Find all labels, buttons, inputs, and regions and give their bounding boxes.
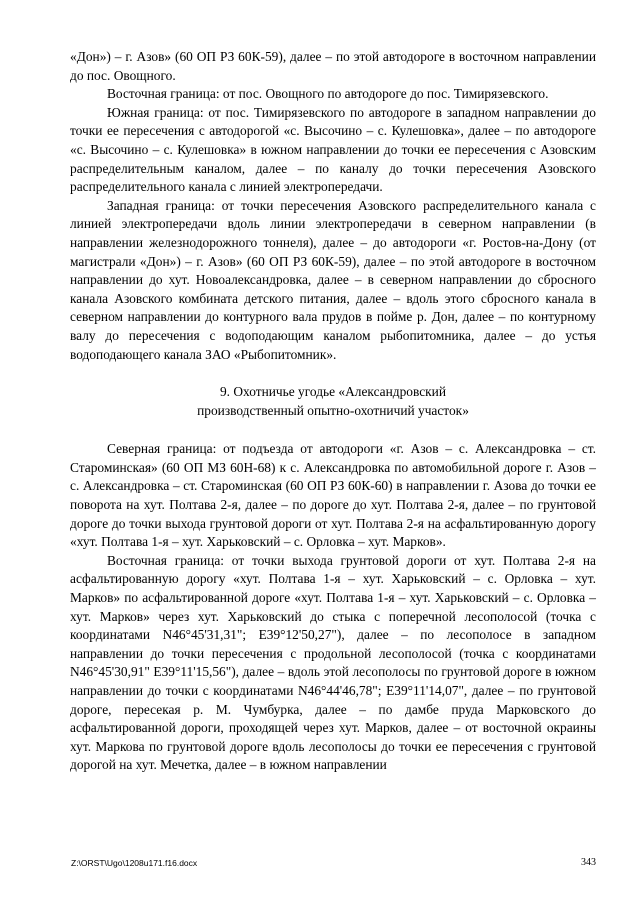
section-heading-line-1: 9. Охотничье угодье «Александровский bbox=[219, 384, 447, 400]
footer-page-number: 343 bbox=[581, 857, 596, 868]
section-heading bbox=[70, 383, 596, 420]
paragraph-south-border: Южная граница: от пос. Тимирязевского по автодороге в западном направлении до точки ее пересечения с автодорогой «с. Высочино – с. Кулешовка», далее – по автодороге «с. Высочино – с. Кулешовка» в южном направлении до точки ее пересечения с Азовским распределительным каналом, далее – по каналу до точки пересечения Азовского распределительного канала с линией электропередачи. bbox=[70, 104, 596, 195]
paragraph-east-border-2: Восточная граница: от точки выхода грунтовой дороги от хут. Полтава 2-я на асфальтированную дорогу «хут. Полтава 1-я – хут. Харьковский – с. Орловка – хут. Марков» по асфальтированной дороге «хут. Полтава 1-я – хут. Харьковский – с. Орловка – хут. Марков» через хут. Харьковский до стыка с поперечной лесополосой (точка с координатами N46°45'31,31"; E39°12'50,27"), далее – по лесополосе в западном направлении до точки пересечения с продольной лесополосой (точка с координатами N46°45'30,91" E39°11'15,56"), далее – вдоль этой лесополосы по грунтовой дороге в южном направлении до точки с координатами N46°44'46,78"; E39°11'14,07", далее – по грунтовой дороге, пересекая р. М. Чумбурка, далее – по дамбе пруда Марковского до асфальтированной дороги, проходящей через хут. Марков, далее – от восточной окраины хут. Маркова по грунтовой дороге вдоль лесополосы до точки ее пересечения с грунтовой дорогой на хут. Мечетка, далее – в южном направлении bbox=[70, 552, 596, 773]
section-heading-line-2: производственный опытно-охотничий участок» bbox=[197, 402, 469, 418]
document-body bbox=[70, 48, 596, 775]
paragraph-continuation: «Дон») – г. Азов» (60 ОП РЗ 60К-59), далее – по этой автодороге в восточном направлении до пос. Овощного. bbox=[70, 49, 596, 83]
paragraph-north-border: Северная граница: от подъезда от автодороги «г. Азов – с. Александровка – ст. Староминская» (60 ОП МЗ 60Н-68) к с. Александровка по автомобильной дороге г. Азов – с. Александровка – ст. Староминская (60 ОП РЗ 60К-60) в направлении г. Азова до точки ее поворота на хут. Полтава 2-я, далее – по дороге до хут. Полтава 2-я, далее – по грунтовой дороге до точки выхода грунтовой дороги от хут. Полтава 2-я на асфальтированную дорогу «хут. Полтава 1-я – хут. Харьковский – с. Орловка – хут. Марков». bbox=[70, 441, 596, 550]
footer-file-path: Z:\ORST\Ugo\1208u171.f16.docx bbox=[71, 858, 198, 868]
paragraph-west-border: Западная граница: от точки пересечения Азовского распределительного канала с линией электропередачи вдоль линии электропередачи в северном направлении (в направлении железнодорожного тоннеля), далее – до автодороги «г. Ростов-на-Дону (от магистрали «Дон») – г. Азов» (60 ОП РЗ 60К-59), далее – по этой автодороге в восточном направлении до хут. Новоалександровка, далее – в северном направлении до сбросного канала Азовского комбината детского питания, далее – вдоль этого сбросного канала в северном направлении до контурного вала прудов в пойме р. Дон, далее – по контурному валу до пересечения с водоподающим каналом рыбопитомника, далее – до устья водоподающего канала ЗАО «Рыбопитомник». bbox=[70, 197, 596, 362]
paragraph-east-border: Восточная граница: от пос. Овощного по автодороге до пос. Тимирязевского. bbox=[107, 86, 549, 102]
